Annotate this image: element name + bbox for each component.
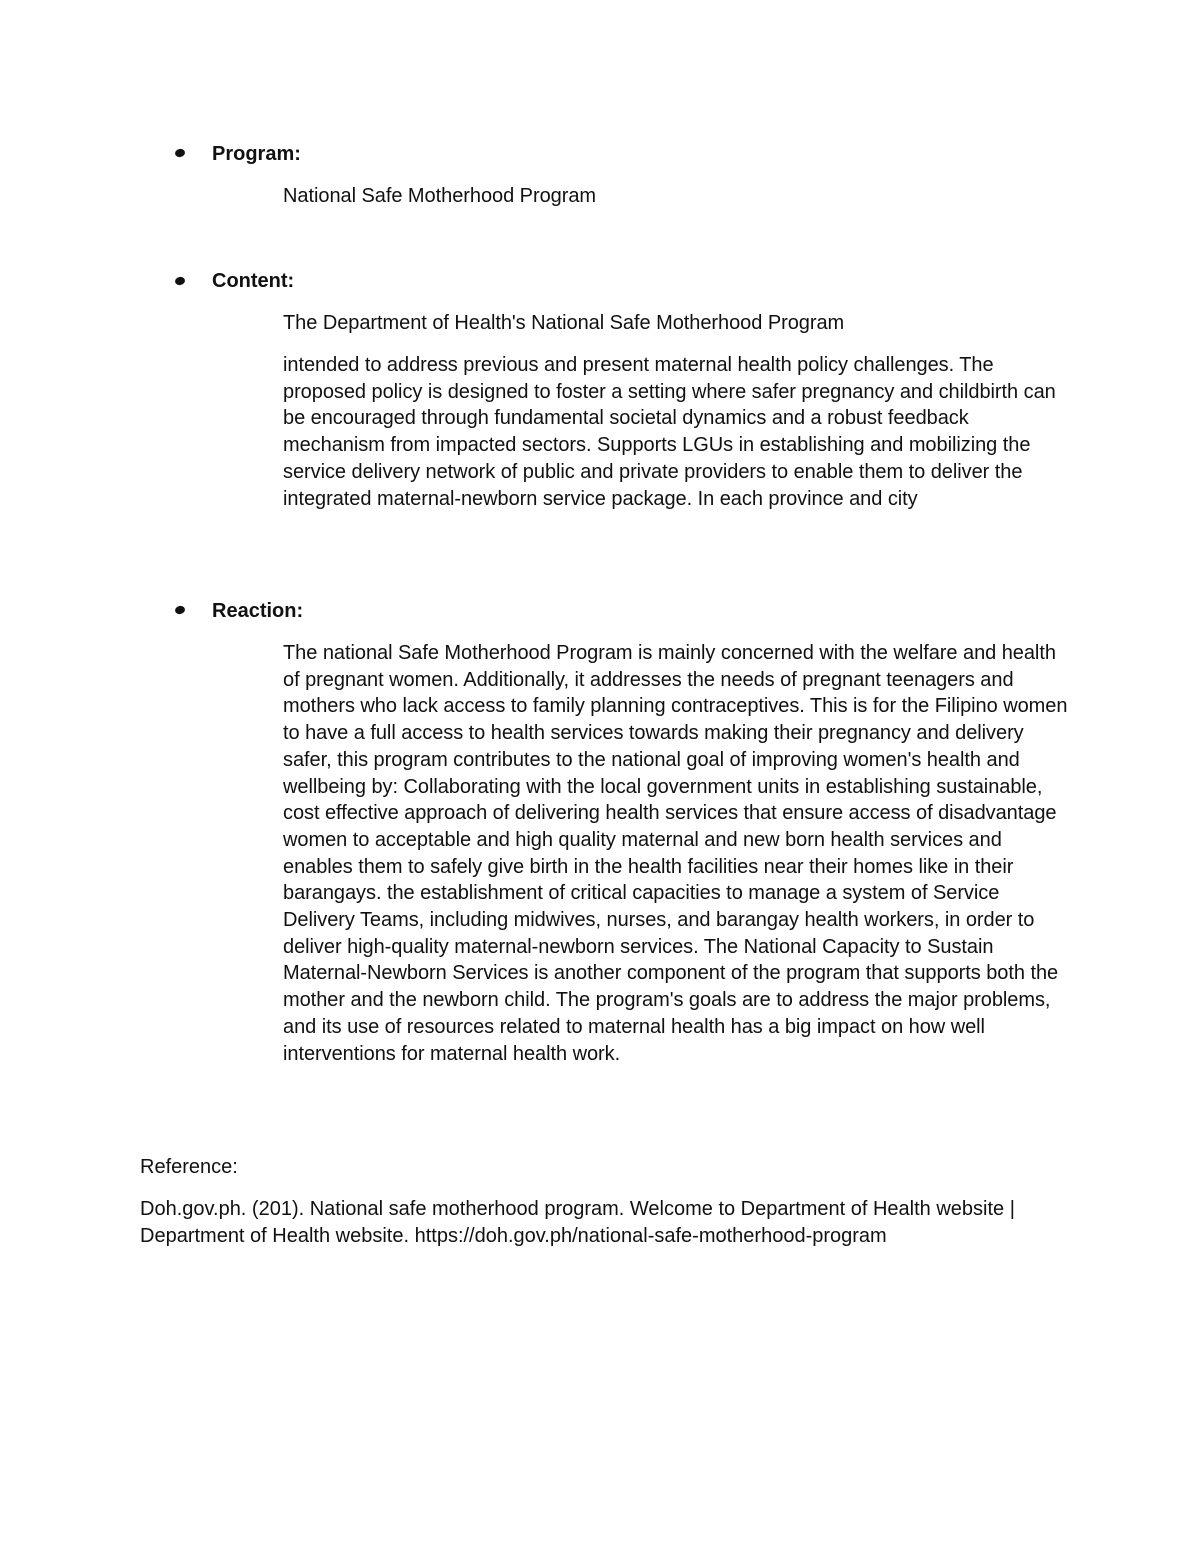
reaction-paragraph: The national Safe Motherhood Program is mainly concerned with the welfare and health of pregnant women. Additionally, it addresses the needs of pregnant teenagers and mothers who lack access to family planning contraceptives. This is for the Filipino women to have a full access to health services towards making their pregnancy and delivery safer, this program contributes to the national goal of improving women's health and wellbeing by: Collaborating with the local government units in establishing sustainable, cost effective approach of delivering health services that ensure access of disadvantage women to acceptable and high quality maternal and new born health services and enables them to safely give birth in the health facilities near their homes like in their barangays. the establishment of critical capacities to manage a system of Service Delivery Teams, including midwives, nurses, and barangay health workers, in order to deliver high-quality maternal-newborn services. The National Capacity to Sustain Maternal-Newborn Services is another component of the program that supports both the mother and the newborn child. The program's goals are to address the major problems, and its use of resources related to maternal health has a big impact on how well interventions for maternal health work. bbox=[283, 642, 1068, 1065]
content-paragraph-2: intended to address previous and present maternal health policy challenges. The proposed policy is designed to foster a setting where safer pregnancy and childbirth can be encouraged through fundamental societal dynamics and a robust feedback mechanism from impacted sectors. Supports LGUs in establishing and mobilizing the service delivery network of public and private providers to enable them to deliver the integrated maternal-newborn service package. In each province and city bbox=[283, 354, 1056, 510]
program-name: National Safe Motherhood Program bbox=[283, 185, 597, 207]
content-paragraph-1: The Department of Health's National Safe Motherhood Program bbox=[283, 312, 845, 334]
bullet-icon bbox=[174, 148, 186, 158]
reference-label: Reference: bbox=[140, 1156, 238, 1178]
reference-citation: Doh.gov.ph. (201). National safe motherhood program. Welcome to Department of Health website | Department of Health website. https://doh.gov.ph/national-safe-motherhood-program bbox=[140, 1198, 1015, 1247]
section-heading-program: Program: bbox=[212, 143, 301, 165]
section-heading-reaction: Reaction: bbox=[212, 600, 304, 622]
bullet-icon bbox=[174, 605, 186, 615]
section-heading-content: Content: bbox=[212, 270, 295, 292]
bullet-icon bbox=[174, 276, 186, 286]
